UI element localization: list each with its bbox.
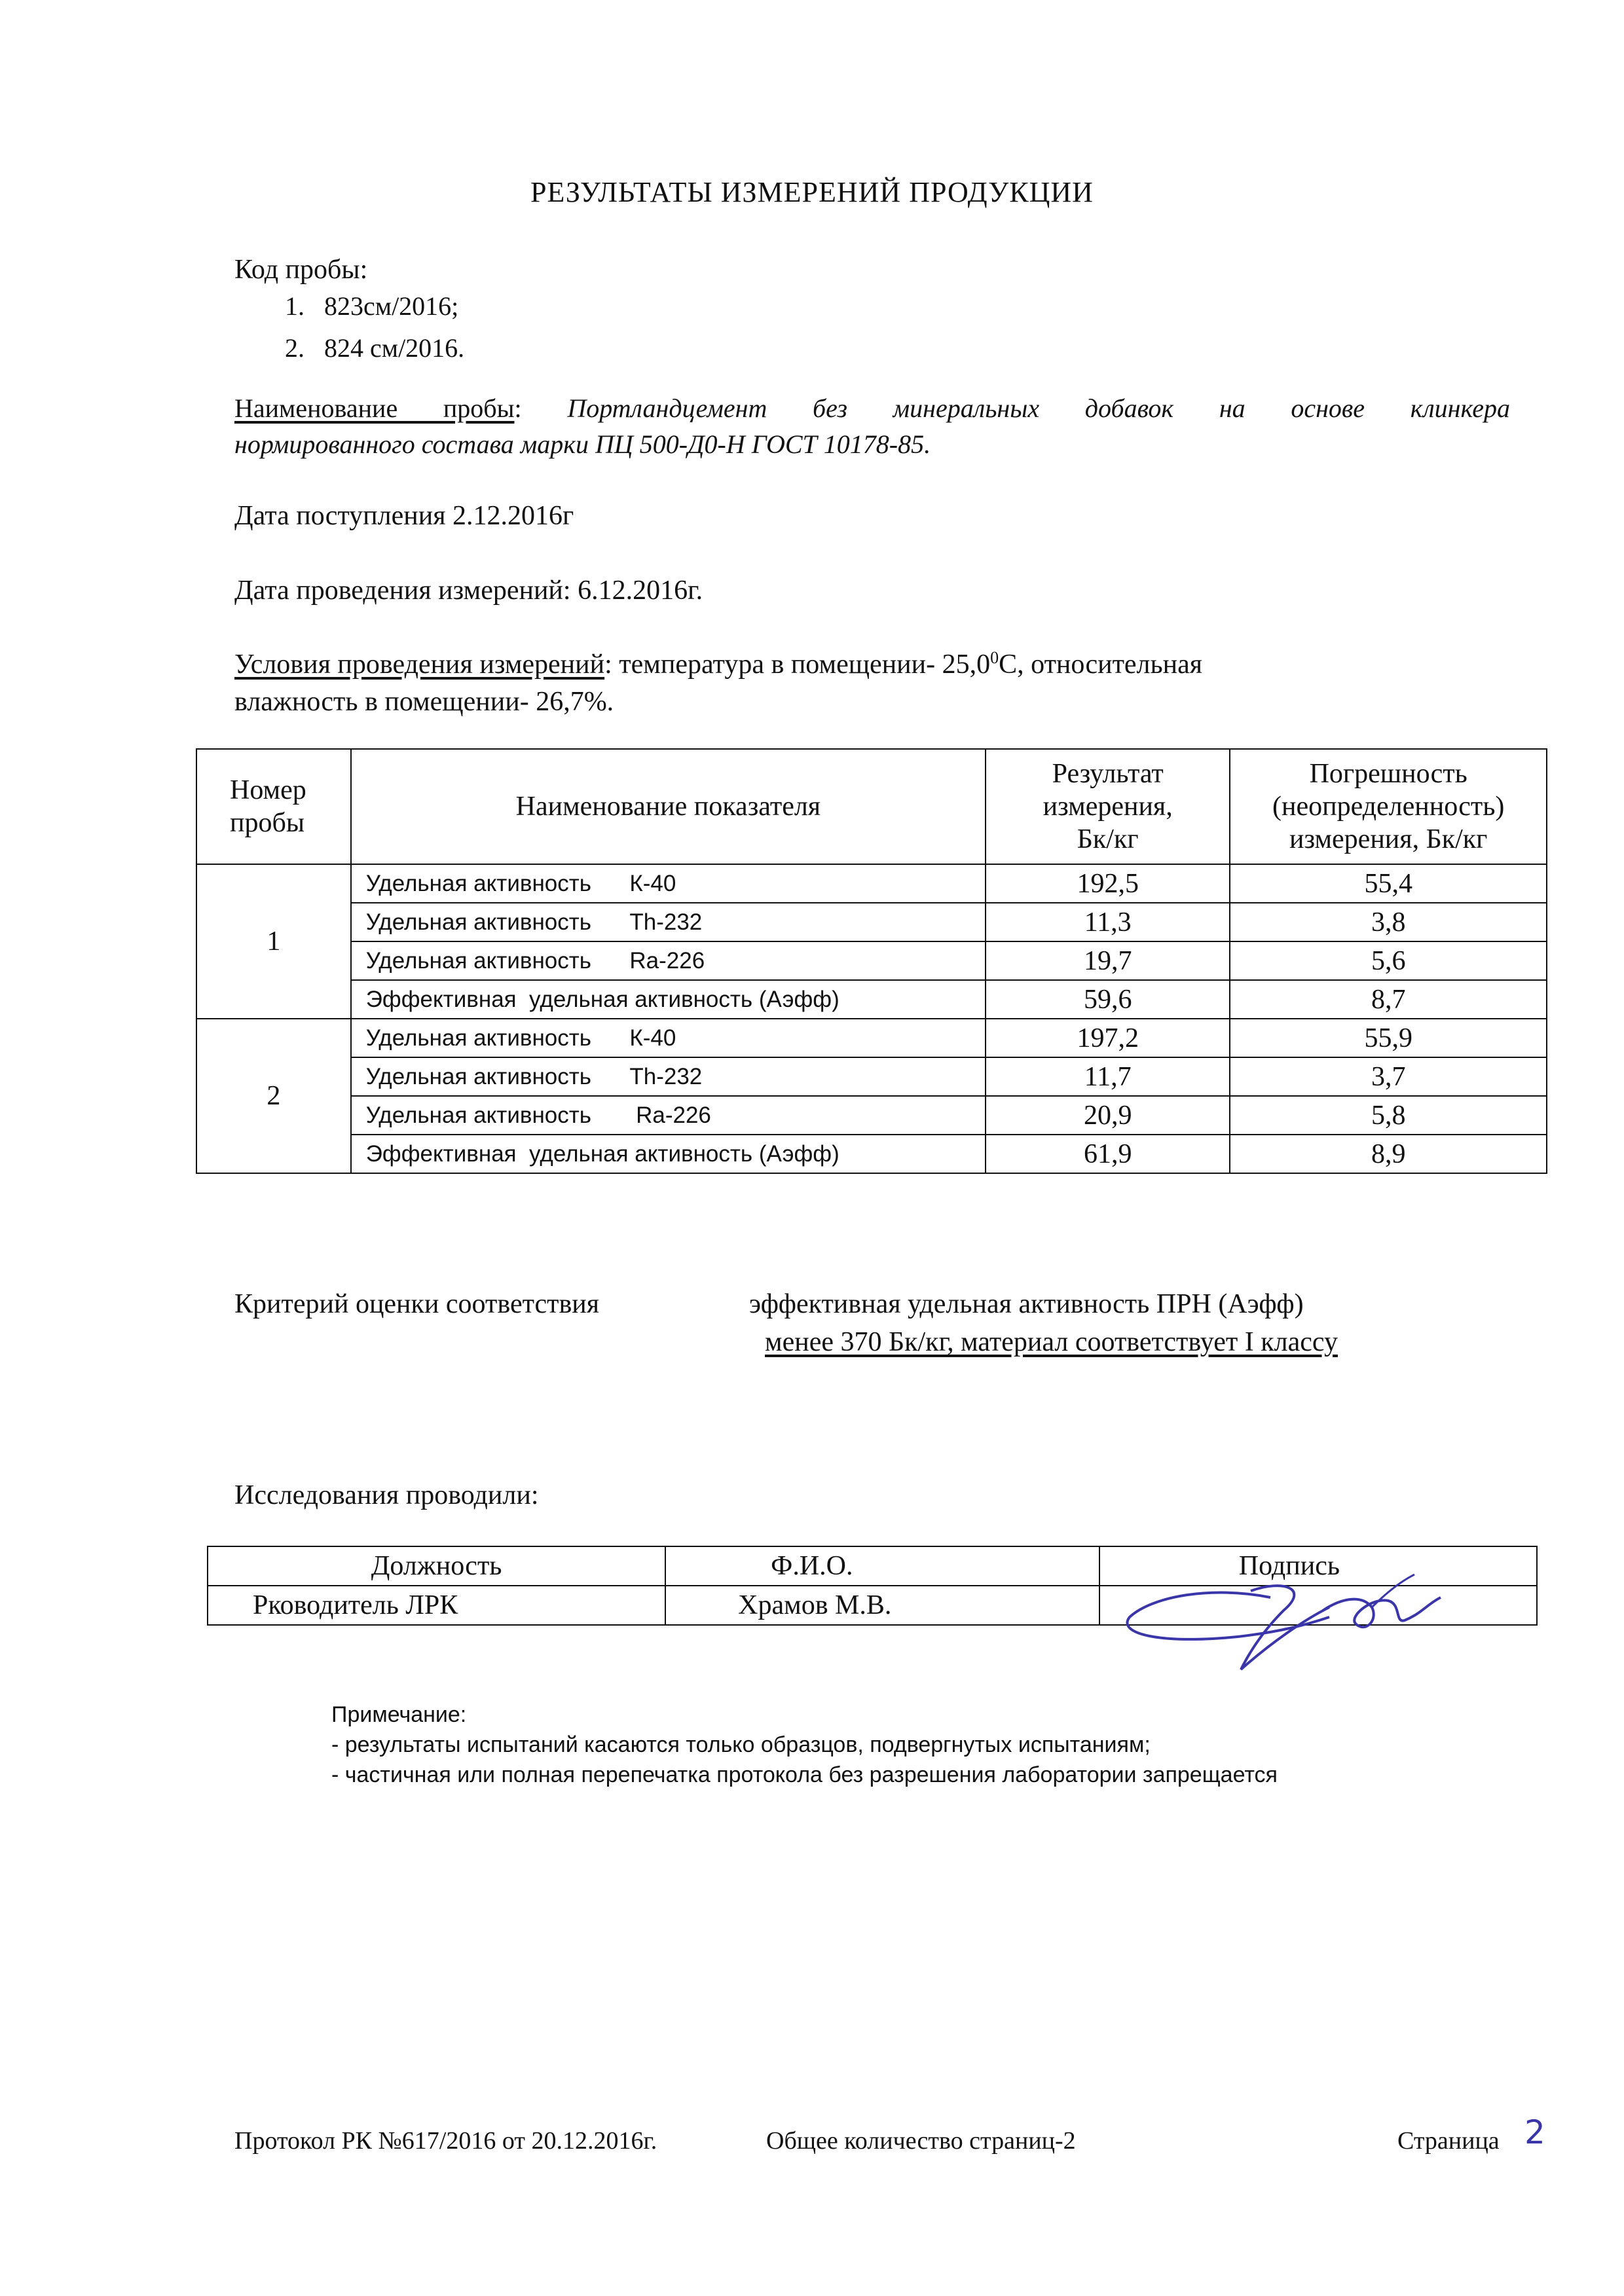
sample-name-label: Наименование пробы: [234, 393, 515, 423]
criterion-line-2: менее 370 Бк/кг, материал соответствует I классу: [765, 1327, 1338, 1357]
uncertainty-cell: 8,9: [1230, 1135, 1547, 1173]
header-result: Результат измерения, Бк/кг: [986, 749, 1230, 864]
uncertainty-cell: 55,4: [1230, 864, 1547, 903]
indicator-name-cell: Удельная активность К-40: [351, 864, 986, 903]
table-row: [196, 1019, 1547, 1057]
sample-code-label: Код пробы:: [234, 255, 368, 285]
page-title: РЕЗУЛЬТАТЫ ИЗМЕРЕНИЙ ПРОДУКЦИИ: [530, 176, 1094, 208]
footer-page-number: 2: [1524, 2113, 1545, 2151]
sample-code-item-2: 2. 824 см/2016.: [285, 333, 465, 363]
uncertainty-cell: 8,7: [1230, 980, 1547, 1019]
conditions-line-1: Условия проведения измерений: температура в помещении- 25,0$^0$С, относительная: [234, 648, 1203, 680]
header-position: Должность: [208, 1546, 665, 1586]
table-row: [196, 864, 1547, 903]
results-header-row: [196, 749, 1547, 864]
table-row: [196, 1096, 1547, 1135]
uncertainty-cell: 3,8: [1230, 903, 1547, 941]
uncertainty-cell: 5,8: [1230, 1096, 1547, 1135]
footer-protocol: Протокол РК №617/2016 от 20.12.2016г.: [234, 2127, 657, 2155]
indicator-name-cell: Удельная активность Th-232: [351, 1057, 986, 1096]
uncertainty-cell: 5,6: [1230, 941, 1547, 980]
indicator-name-cell: Удельная активность Ra-226: [351, 1096, 986, 1135]
header-sample-number: Номер пробы: [196, 749, 351, 864]
conditions-line-2: влажность в помещении- 26,7%.: [234, 687, 614, 717]
signature-drawing: [1113, 1571, 1480, 1689]
measurement-date: Дата проведения измерений: 6.12.2016г.: [234, 575, 703, 606]
uncertainty-cell: 55,9: [1230, 1019, 1547, 1057]
indicator-name-cell: Эффективная удельная активность (Аэфф): [351, 980, 986, 1019]
criterion-line-1: эффективная удельная активность ПРН (Аэфф): [749, 1289, 1304, 1319]
results-table: [196, 748, 1547, 1174]
notes-item-2: - частичная или полная перепечатка протокола без разрешения лаборатории запрещается: [331, 1762, 1278, 1787]
indicator-name-cell: Удельная активность К-40: [351, 1019, 986, 1057]
criterion-label: Критерий оценки соответствия: [234, 1289, 600, 1319]
notes-title: Примечание:: [331, 1702, 467, 1727]
header-indicator-name: Наименование показателя: [351, 749, 986, 864]
result-cell: 59,6: [986, 980, 1230, 1019]
header-uncertainty: Погрешность (неопределенность) измерения, Бк/кг: [1230, 749, 1547, 864]
researchers-label: Исследования проводили:: [234, 1480, 539, 1510]
table-row: [196, 903, 1547, 941]
full-name-cell: Храмов М.В.: [665, 1586, 1099, 1625]
indicator-name-cell: Удельная активность Ra-226: [351, 941, 986, 980]
result-cell: 197,2: [986, 1019, 1230, 1057]
result-cell: 19,7: [986, 941, 1230, 980]
sample-number-cell: 1: [196, 864, 351, 1019]
footer-total-pages: Общее количество страниц-2: [766, 2127, 1076, 2155]
table-row: [196, 1135, 1547, 1173]
result-cell: 11,3: [986, 903, 1230, 941]
result-cell: 61,9: [986, 1135, 1230, 1173]
indicator-name-cell: Эффективная удельная активность (Аэфф): [351, 1135, 986, 1173]
result-cell: 20,9: [986, 1096, 1230, 1135]
result-cell: 11,7: [986, 1057, 1230, 1096]
table-row: [196, 980, 1547, 1019]
footer-page-label: Страница: [1397, 2127, 1500, 2155]
notes-item-1: - результаты испытаний касаются только образцов, подвергнутых испытаниям;: [331, 1732, 1151, 1757]
sample-name-line-1: Наименование пробы: Портландцемент без минеральных добавок на основе клинкера: [234, 393, 1510, 423]
position-cell: Рководитель ЛРК: [208, 1586, 665, 1625]
receipt-date: Дата поступления 2.12.2016г: [234, 501, 574, 531]
sample-name-line-2: нормированного состава марки ПЦ 500-Д0-Н ГОСТ 10178-85.: [234, 429, 931, 459]
table-row: [196, 941, 1547, 980]
sample-number-cell: 2: [196, 1019, 351, 1173]
uncertainty-cell: 3,7: [1230, 1057, 1547, 1096]
sample-code-item-1: 1. 823см/2016;: [285, 291, 459, 321]
table-row: [196, 1057, 1547, 1096]
indicator-name-cell: Удельная активность Th-232: [351, 903, 986, 941]
result-cell: 192,5: [986, 864, 1230, 903]
header-signature: Подпись: [1099, 1546, 1537, 1586]
header-full-name: Ф.И.О.: [665, 1546, 1099, 1586]
